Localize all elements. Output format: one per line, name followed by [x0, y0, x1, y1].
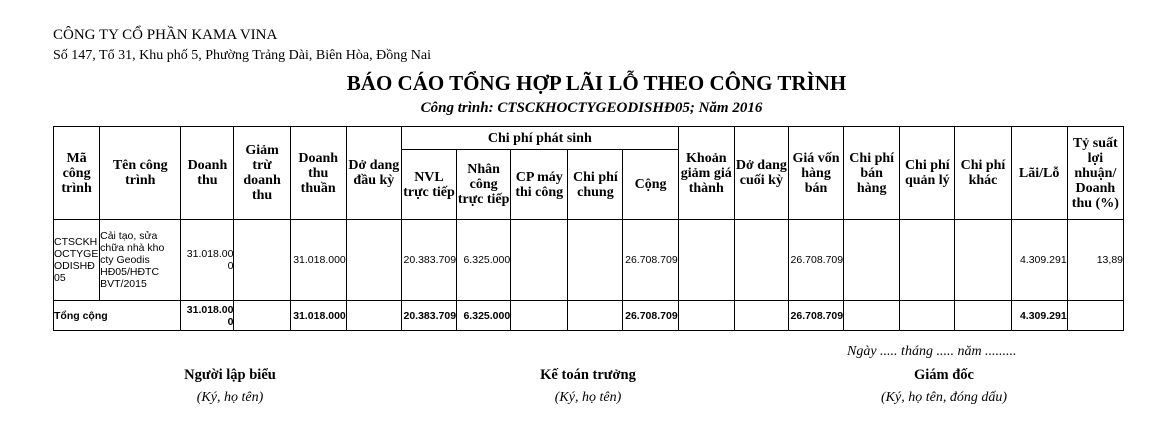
table-row — [54, 220, 1124, 301]
cell-cp-may — [511, 220, 568, 301]
header-khoan-giam: Khoản giảm giá thành — [678, 127, 734, 220]
header-doanh-thu: Doanh thu — [181, 127, 234, 220]
report-title: BÁO CÁO TỔNG HỢP LÃI LỖ THEO CÔNG TRÌNH — [346, 71, 847, 95]
cell-chi-phi-chung — [568, 220, 623, 301]
chief-accountant-title: Kế toán trưởng — [540, 367, 636, 383]
report-subtitle: Công trình: CTSCKHOCTYGEODISHĐ05; Năm 2016 — [420, 100, 763, 116]
total-cp-ban-hang — [844, 301, 900, 331]
header-cp-quan-ly: Chi phí quản lý — [900, 127, 955, 220]
cell-khoan-giam — [678, 220, 734, 301]
director-note: (Ký, họ tên, đóng dấu) — [881, 390, 1007, 405]
preparer-title: Người lập biểu — [184, 367, 276, 383]
cell-do-dang-cuoi-ky — [734, 220, 788, 301]
total-cp-khac — [955, 301, 1011, 331]
header-do-dang-cuoi-ky: Dở dang cuối kỳ — [734, 127, 788, 220]
total-khoan-giam — [678, 301, 734, 331]
total-cong: 26.708.709 — [623, 301, 678, 331]
cell-giam-tru — [234, 220, 290, 301]
header-ty-suat: Tỷ suất lợi nhuận/ Doanh thu (%) — [1067, 127, 1123, 220]
cell-cp-ban-hang — [844, 220, 900, 301]
header-cp-ban-hang: Chi phí bán hàng — [844, 127, 900, 220]
total-ty-suat — [1067, 301, 1123, 331]
total-giam-tru — [234, 301, 290, 331]
profit-loss-table — [53, 126, 1124, 331]
header-ten-cong-trinh: Tên công trình — [100, 127, 181, 220]
total-chi-phi-chung — [568, 301, 623, 331]
cell-lai-lo: 4.309.291 — [1011, 220, 1067, 301]
header-do-dang-dau-ky: Dở dang đầu kỳ — [346, 127, 401, 220]
header-chi-phi-chung: Chi phí chung — [568, 150, 623, 220]
header-nhan-cong: Nhân công trực tiếp — [457, 150, 511, 220]
total-cp-quan-ly — [900, 301, 955, 331]
total-cp-may — [511, 301, 568, 331]
total-do-dang-dau-ky — [346, 301, 401, 331]
header-gia-von: Giá vốn hàng bán — [788, 127, 843, 220]
header-lai-lo: Lãi/Lỗ — [1011, 127, 1067, 220]
company-name: CÔNG TY CỔ PHẦN KAMA VINA — [53, 27, 278, 43]
preparer-note: (Ký, họ tên) — [196, 390, 264, 405]
cell-nvl: 20.383.709 — [401, 220, 456, 301]
header-chi-phi-phat-sinh: Chi phí phát sinh — [401, 127, 678, 150]
total-nhan-cong: 6.325.000 — [457, 301, 511, 331]
cell-ty-suat: 13,89 — [1067, 220, 1123, 301]
cell-cong: 26.708.709 — [623, 220, 678, 301]
signature-date-line: Ngày ..... tháng ..... năm ......... — [847, 344, 1017, 359]
cell-do-dang-dau-ky — [346, 220, 401, 301]
total-doanh-thu-thuan: 31.018.000 — [290, 301, 346, 331]
cell-nhan-cong: 6.325.000 — [457, 220, 511, 301]
header-cong: Cộng — [623, 150, 678, 220]
cell-doanh-thu: 31.018.000 — [181, 220, 234, 301]
total-lai-lo: 4.309.291 — [1011, 301, 1067, 331]
cell-gia-von: 26.708.709 — [788, 220, 843, 301]
total-do-dang-cuoi-ky — [734, 301, 788, 331]
total-label: Tổng cộng — [54, 301, 181, 331]
header-cp-may: CP máy thi công — [511, 150, 568, 220]
chief-accountant-note: (Ký, họ tên) — [554, 390, 622, 405]
cell-ma: CTSCKHOCTYGEODISHĐ05 — [54, 220, 100, 301]
header-doanh-thu-thuan: Doanh thu thuần — [290, 127, 346, 220]
total-row — [54, 301, 1124, 331]
director-title: Giám đốc — [913, 367, 974, 383]
header-ma-cong-trinh: Mã công trình — [54, 127, 100, 220]
cell-cp-quan-ly — [900, 220, 955, 301]
total-gia-von: 26.708.709 — [788, 301, 843, 331]
total-doanh-thu: 31.018.000 — [181, 301, 234, 331]
company-address: Số 147, Tổ 31, Khu phố 5, Phường Trảng Dài, Biên Hòa, Đồng Nai — [53, 48, 431, 63]
header-nvl: NVL trực tiếp — [401, 150, 456, 220]
header-giam-tru: Giảm trừ doanh thu — [234, 127, 290, 220]
header-cp-khac: Chi phí khác — [955, 127, 1011, 220]
total-nvl: 20.383.709 — [401, 301, 456, 331]
cell-ten: Cải tạo, sửa chữa nhà kho cty Geodis HĐ05/HĐTC BVT/2015 — [100, 220, 181, 301]
cell-doanh-thu-thuan: 31.018.000 — [290, 220, 346, 301]
cell-cp-khac — [955, 220, 1011, 301]
